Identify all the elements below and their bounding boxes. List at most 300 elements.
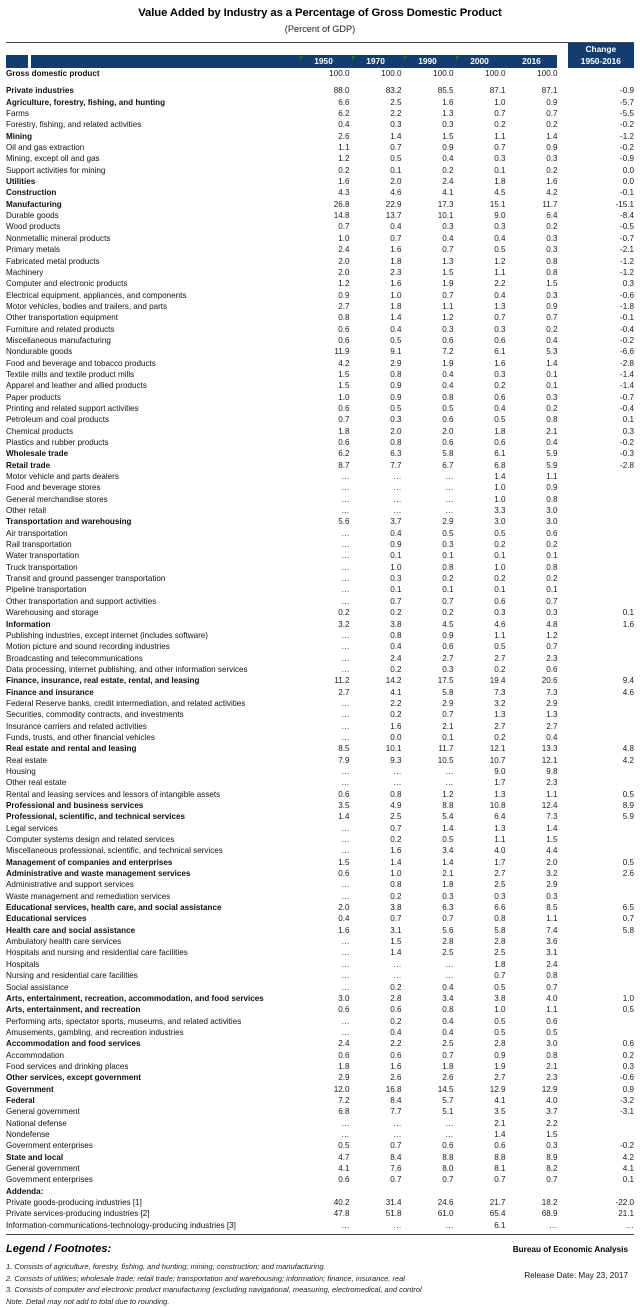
column-header-2016[interactable] [506,55,558,68]
table-row[interactable] [6,800,634,811]
table-row[interactable] [6,1140,634,1151]
row-value-change: -2.8 [620,358,634,368]
row-value-1970: 0.5 [390,335,402,345]
table-row[interactable] [6,1197,634,1208]
row-value-1970: 0.7 [390,143,402,153]
row-label: Miscellaneous professional, scientific, and technical services [6,846,223,856]
table-row[interactable] [6,210,634,221]
column-header-1970-label: 1970 [366,56,385,66]
table-row[interactable] [6,244,634,255]
table-row[interactable] [6,312,634,323]
table-row[interactable] [6,119,634,130]
row-gap-cell [557,335,567,346]
row-value-1950: ... [341,1220,350,1230]
row-value-2016: 5.9 [546,460,558,470]
table-row[interactable] [6,732,634,743]
row-label: Petroleum and coal products [6,415,110,425]
table-row[interactable] [6,380,634,391]
row-value-1950: 6.8 [338,1107,350,1117]
row-value-1990: 2.6 [442,1073,454,1083]
row-value-1950: ... [341,880,350,890]
row-value-2000: 1.8 [494,177,506,187]
row-value-1950: 2.4 [338,245,350,255]
row-gap-cell [557,153,567,164]
row-label: Performing arts, spectator sports, museums, and related activities [6,1016,242,1026]
row-label: Private services-producing industries [2] [6,1209,150,1219]
row-gap-cell [557,380,567,391]
table-row[interactable] [6,482,634,493]
row-value-1990: ... [445,483,454,493]
row-label: Addenda: [6,1186,44,1196]
row-value-1990: 11.7 [438,744,454,754]
row-value-2000: 1.6 [494,358,506,368]
table-row[interactable] [6,845,634,856]
table-row[interactable] [6,187,634,198]
row-value-2000: 0.3 [494,891,506,901]
table-row[interactable] [6,675,634,686]
row-gap-cell [557,1061,567,1072]
row-gap-cell [557,743,567,754]
table-row[interactable] [6,982,634,993]
column-header-1950[interactable] [298,55,350,68]
row-value-2016: 1.6 [546,177,558,187]
row-value-1990: 6.3 [442,903,454,913]
row-value-1990: 1.3 [442,109,454,119]
row-value-1950: 12.0 [333,1084,350,1094]
table-row[interactable] [6,528,634,539]
row-gap-cell [557,539,567,550]
table-row[interactable] [6,755,634,766]
row-value-1950: 1.2 [338,154,350,164]
row-label: Durable goods [6,211,59,221]
row-gap-cell [557,630,567,641]
table-row[interactable] [6,369,634,380]
header-gap-cell [557,55,567,68]
row-value-1970: 1.6 [390,245,402,255]
row-value-1990: 10.1 [437,211,454,221]
row-value-2016: 0.7 [546,982,558,992]
row-value-2016: 1.1 [546,1005,558,1015]
row-value-1970: ... [393,494,402,504]
row-value-2000: 3.5 [494,1107,506,1117]
table-row[interactable] [6,1061,634,1072]
table-row[interactable] [6,1084,634,1095]
row-value-2000: 1.3 [494,823,506,833]
row-value-1950: ... [341,982,350,992]
row-value-change [568,584,634,595]
table-row[interactable] [6,516,634,527]
row-value-1950: 6.2 [338,109,350,119]
row-value-1950: 47.8 [333,1209,350,1219]
table-row[interactable] [6,539,634,550]
table-row[interactable] [6,414,634,425]
row-value-2016: 0.3 [546,1141,558,1151]
table-row[interactable] [6,426,634,437]
table-row[interactable] [6,562,634,573]
row-label: Waste management and remediation services [6,891,171,901]
table-row[interactable] [6,891,634,902]
row-label: Primary metals [6,245,60,255]
row-value-1970: 2.6 [390,1073,402,1083]
table-row[interactable] [6,947,634,958]
table-row[interactable] [6,1072,634,1083]
table-row[interactable] [6,993,634,1004]
row-value-1970: 10.1 [385,744,402,754]
table-row[interactable] [6,460,634,471]
table-row[interactable] [6,290,634,301]
row-gap-cell [557,437,567,448]
row-value-2016: 3.1 [546,948,558,958]
table-body [6,68,634,1231]
row-gap-cell [557,1072,567,1083]
row-gap-cell [557,687,567,698]
row-label: Amusements, gambling, and recreation industries [6,1027,184,1037]
row-value-2016: 4.8 [546,619,558,629]
row-value-1990: 0.6 [442,1141,454,1151]
row-label: Food services and drinking places [6,1061,129,1071]
row-value-2000: 7.3 [494,687,506,697]
row-gap-cell [557,823,567,834]
row-value-2000: 2.5 [494,948,506,958]
table-row[interactable] [6,1129,634,1140]
row-label: Educational services [6,914,87,924]
row-value-1990: 1.4 [442,823,454,833]
row-value-1950: ... [341,846,350,856]
table-row[interactable] [6,358,634,369]
row-value-2000: 2.7 [494,869,506,879]
table-row[interactable] [6,1016,634,1027]
table-row[interactable] [6,221,634,232]
table-row[interactable] [6,1186,634,1197]
column-header-1990[interactable] [402,55,454,68]
row-label: Ambulatory health care services [6,937,122,947]
table-row[interactable] [6,1095,634,1106]
row-value-1950: 2.0 [338,256,350,266]
row-value-change [568,505,634,516]
row-label: Social assistance [6,982,69,992]
table-row[interactable] [6,1106,634,1117]
row-value-2000: 1.3 [494,710,506,720]
table-row[interactable] [6,902,634,913]
row-value-2000: 1.1 [494,267,506,277]
table-row[interactable] [6,267,634,278]
row-value-change: -2.8 [620,460,634,470]
table-row[interactable] [6,550,634,561]
table-row[interactable] [6,823,634,834]
row-value-change [568,1118,634,1129]
row-value-1950: ... [341,891,350,901]
row-value-1990: 5.6 [442,925,454,935]
row-value-1950: ... [341,483,350,493]
row-value-1970: 1.5 [390,937,402,947]
row-value-2016: 0.1 [546,585,558,595]
table-row[interactable] [6,970,634,981]
column-header-2000[interactable] [454,55,506,68]
table-row[interactable] [6,142,634,153]
table-row[interactable] [6,403,634,414]
table-row[interactable] [6,607,634,618]
table-row[interactable] [6,1208,634,1219]
row-value-1990: 2.9 [442,698,454,708]
table-row[interactable] [6,324,634,335]
row-value-2000: 100.0 [485,69,506,78]
title-block [0,0,640,36]
row-value-1970: ... [393,506,402,516]
row-label: Accommodation and food services [6,1039,141,1049]
row-value-1990: 8.0 [442,1164,454,1173]
table-row[interactable] [6,653,634,664]
row-value-2016: 2.7 [546,721,558,731]
row-label: Miscellaneous manufacturing [6,335,111,345]
row-label: Other transportation and support activities [6,596,157,606]
row-gap-cell [557,959,567,970]
table-row[interactable] [6,68,634,79]
row-value-1990: 0.7 [442,245,454,255]
table-row[interactable] [6,392,634,403]
row-value-change: -1.4 [620,369,634,379]
row-value-1970: 0.4 [390,324,402,334]
table-row[interactable] [6,619,634,630]
table-row[interactable] [6,959,634,970]
row-value-1950: 0.4 [338,120,350,130]
row-value-1990: 0.4 [442,1027,454,1037]
table-row[interactable] [6,766,634,777]
row-value-1970: 0.4 [390,528,402,538]
row-value-change [568,845,634,856]
row-value-1970: 9.1 [390,347,402,357]
row-gap-cell [557,1163,567,1174]
table-row[interactable] [6,857,634,868]
table-row[interactable] [6,346,634,357]
row-value-1970: 1.8 [390,301,402,311]
row-value-2016: 0.2 [546,540,558,550]
row-value-2000: 3.0 [494,517,506,527]
row-value-1950: 0.6 [338,335,350,345]
row-gap-cell [557,982,567,993]
table-row[interactable] [6,709,634,720]
table-row[interactable] [6,584,634,595]
table-row[interactable] [6,664,634,675]
table-row[interactable] [6,278,634,289]
row-value-1990: 0.1 [442,732,454,742]
row-value-1990: 0.6 [442,642,454,652]
row-value-2000: 6.8 [494,460,506,470]
row-value-2016: 0.8 [546,494,558,504]
table-row[interactable] [6,437,634,448]
row-label: Motor vehicle and parts dealers [6,472,119,482]
row-value-2016: 2.9 [546,880,558,890]
row-value-2016: 0.2 [546,324,558,334]
table-row[interactable] [6,811,634,822]
row-value-1990: 5.4 [442,812,454,822]
row-gap-cell [557,721,567,732]
row-value-2000: 1.3 [494,789,506,799]
row-label: Administrative and support services [6,880,134,890]
row-value-change [568,494,634,505]
row-value-1970: 0.8 [390,438,402,447]
table-row[interactable] [6,630,634,641]
row-value-change [568,1016,634,1027]
row-value-2016: 0.8 [546,256,558,266]
table-row[interactable] [6,165,634,176]
row-value-2000: 21.7 [489,1198,506,1208]
row-value-1950: 5.6 [338,517,350,527]
table-row[interactable] [6,1163,634,1174]
row-value-change [568,766,634,777]
table-row[interactable] [6,335,634,346]
row-value-2000: 0.8 [494,914,506,924]
table-row[interactable] [6,868,634,879]
table-row[interactable] [6,1050,634,1061]
column-header-change-range[interactable]: 1950-2016 [568,55,634,68]
table-row[interactable] [6,641,634,652]
table-row[interactable] [6,1038,634,1049]
table-row[interactable] [6,789,634,800]
table-row[interactable] [6,573,634,584]
row-value-2000: 1.8 [494,959,506,969]
row-value-1950: 88.0 [333,86,350,96]
row-value-1990: 2.7 [442,653,454,663]
row-value-2016: 0.3 [546,891,558,901]
table-row[interactable] [6,494,634,505]
row-value-1990: 0.4 [442,982,454,992]
row-value-1970: 0.4 [390,1027,402,1037]
table-row[interactable] [6,199,634,210]
row-label: Textile mills and textile product mills [6,369,135,379]
row-value-1950: ... [341,1027,350,1037]
table-row[interactable] [6,834,634,845]
row-label: Wood products [6,222,61,232]
table-row[interactable] [6,1152,634,1163]
row-value-2016: 0.2 [546,403,558,413]
table-row[interactable] [6,505,634,516]
row-value-1990: 6.7 [442,460,454,470]
row-gap-cell [557,187,567,198]
row-value-1950: ... [341,721,350,731]
table-row[interactable] [6,85,634,96]
footnote-2: 2. Consists of utilities; wholesale trade; retail trade; transportation and warehousing; information; finance, insurance, real [6,1273,405,1283]
row-value-2016: 4.0 [546,1095,558,1105]
row-value-1950: ... [341,472,350,482]
table-row[interactable] [6,1004,634,1015]
row-gap-cell [557,119,567,130]
row-label: Gross domestic product [6,69,100,78]
row-value-1990: ... [445,1129,454,1139]
row-value-change [568,721,634,732]
row-value-2016 [506,1186,558,1197]
row-value-change: 4.2 [622,1152,634,1162]
table-row[interactable] [6,471,634,482]
table-row[interactable] [6,131,634,142]
row-value-change: -0.7 [620,233,634,243]
row-gap-cell [557,1220,567,1231]
row-value-2000: 0.6 [494,596,506,606]
row-value-2000: 6.1 [494,347,506,357]
table-row[interactable] [6,108,634,119]
row-value-2016: 0.6 [546,1016,558,1026]
table-row[interactable] [6,743,634,754]
table-row[interactable] [6,1174,634,1185]
table-row[interactable] [6,925,634,936]
row-value-change: 0.5 [622,789,634,799]
row-gap-cell [557,584,567,595]
row-value-change [568,596,634,607]
row-value-2000: 0.6 [494,392,506,402]
row-label: Truck transportation [6,562,78,572]
row-value-2016: 1.1 [546,789,558,799]
row-value-change: 4.6 [622,687,634,697]
table-row[interactable] [6,687,634,698]
row-value-1970: 4.1 [390,687,402,697]
table-row[interactable] [6,913,634,924]
row-value-2016: 0.8 [546,267,558,277]
row-value-2000: 2.2 [494,279,506,289]
table-row[interactable] [6,879,634,890]
row-gap-cell [557,1140,567,1151]
table-row[interactable] [6,448,634,459]
column-header-1970[interactable] [350,55,402,68]
row-value-1970: 2.0 [390,426,402,436]
row-value-1950: ... [341,732,350,742]
table-row[interactable] [6,97,634,108]
row-gap-cell [557,1174,567,1185]
row-value-1970: 0.2 [390,982,402,992]
row-value-1990: 1.5 [442,267,454,277]
table-row[interactable] [6,936,634,947]
row-value-1950: 1.5 [338,381,350,391]
row-value-change [568,936,634,947]
row-label: Furniture and related products [6,324,115,334]
table-row[interactable] [6,1118,634,1129]
row-value-change: 2.6 [622,869,634,879]
row-value-2000: 10.8 [489,801,506,810]
table-row[interactable] [6,777,634,788]
row-value-1990: 0.4 [442,154,454,164]
row-value-2000: 0.7 [494,971,506,981]
row-value-1950: ... [341,823,350,833]
row-value-1950: 0.6 [338,1050,350,1060]
table-row[interactable] [6,721,634,732]
row-value-2000: 0.9 [494,1050,506,1060]
header-spacer-label [6,43,298,55]
table-row[interactable] [6,698,634,709]
row-value-1950: 3.5 [338,801,350,810]
table-row[interactable] [6,256,634,267]
row-value-1950: 26.8 [333,199,350,209]
table-row[interactable] [6,596,634,607]
table-row[interactable] [6,153,634,164]
row-value-1970: 2.9 [390,358,402,368]
row-value-2016: 0.7 [546,1175,558,1185]
table-row[interactable] [6,176,634,187]
table-row[interactable] [6,1220,634,1231]
row-gap-cell [557,891,567,902]
row-value-1990: 0.7 [442,596,454,606]
table-row[interactable] [6,233,634,244]
row-value-2000: 4.6 [494,619,506,629]
row-label: Machinery [6,267,44,277]
header-spacer-gap [557,43,567,55]
row-value-1950: ... [341,653,350,663]
table-row[interactable] [6,301,634,312]
row-value-1990: 1.8 [442,880,454,890]
row-value-1990: 0.3 [442,664,454,674]
row-value-1990: 1.1 [442,301,454,311]
row-value-2016: 8.5 [546,903,558,913]
table-row[interactable] [6,1027,634,1038]
row-value-change: -0.4 [620,403,634,413]
row-value-2016: 0.3 [546,233,558,243]
